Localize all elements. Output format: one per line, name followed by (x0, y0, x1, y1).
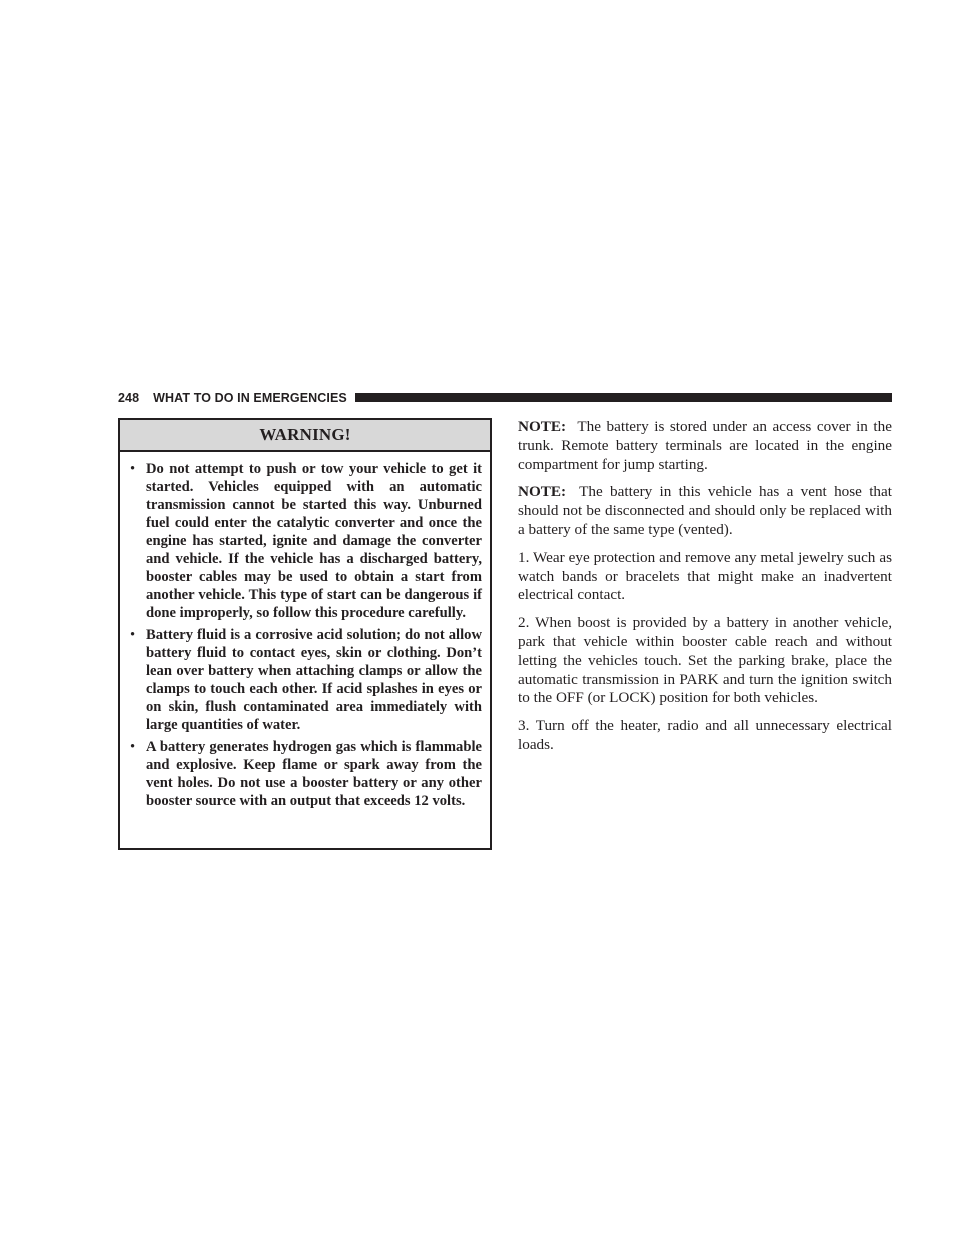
step-paragraph: 1. Wear eye protection and remove any metal jewelry such as watch bands or bracelets that might make an inadvertent electrical contact. (518, 548, 892, 604)
bullet-icon: • (130, 739, 136, 755)
warning-title: WARNING! (120, 420, 490, 452)
warning-item-text: Do not attempt to push or tow your vehicle to get it started. Vehicles equipped with an automatic transmission cannot be started this way. Unburned fuel could enter the catalytic converter and once the engine has started, ignite and damage the converter and vehicle. If the vehicle has a discharged battery, booster cables may be used to obtain a start from another vehicle. This type of start can be dangerous if done improperly, so follow this procedure carefully. (146, 461, 482, 621)
warning-item-text: A battery generates hydrogen gas which is flammable and explosive. Keep flame or spark away from the vent holes. Do not use a booster battery or any other booster source with an output that exceeds 12 volts. (146, 739, 482, 809)
warning-box (118, 418, 492, 850)
page-number: 248 (118, 390, 140, 405)
warning-item-text: Battery fluid is a corrosive acid solution; do not allow battery fluid to contact eyes, skin or clothing. Don’t lean over battery when attaching clamps or allow the clamps to touch each other. If acid splashes in eyes or on skin, flush contaminated area immediately with large quantities of water. (146, 627, 482, 733)
step-paragraph: 3. Turn off the heater, radio and all unnecessary electrical loads. (518, 717, 892, 753)
note-paragraph (518, 483, 892, 539)
body-text-column (518, 418, 892, 764)
section-title: WHAT TO DO IN EMERGENCIES (153, 390, 347, 405)
note-text: The battery is stored under an access cover in the trunk. Remote battery terminals are located in the engine compartment for jump starting. (518, 418, 892, 473)
warning-item (130, 626, 482, 734)
warning-item (130, 738, 482, 810)
page-header (118, 390, 892, 405)
warning-item (130, 460, 482, 622)
note-paragraph (518, 418, 892, 474)
note-label: NOTE: (518, 483, 567, 501)
note-text: The battery in this vehicle has a vent hose that should not be disconnected and should only be replaced with a battery of the same type (vented). (518, 483, 892, 538)
bullet-icon: • (130, 627, 136, 643)
bullet-icon: • (130, 461, 136, 477)
note-label: NOTE: (518, 418, 567, 435)
header-rule (355, 393, 892, 402)
warning-list (120, 452, 490, 810)
step-paragraph: 2. When boost is provided by a battery in another vehicle, park that vehicle within booster cable reach and without letting the vehicles touch. Set the parking brake, place the automatic transmission in PARK and turn the ignition switch to the OFF (or LOCK) position for both vehicles. (518, 614, 892, 707)
